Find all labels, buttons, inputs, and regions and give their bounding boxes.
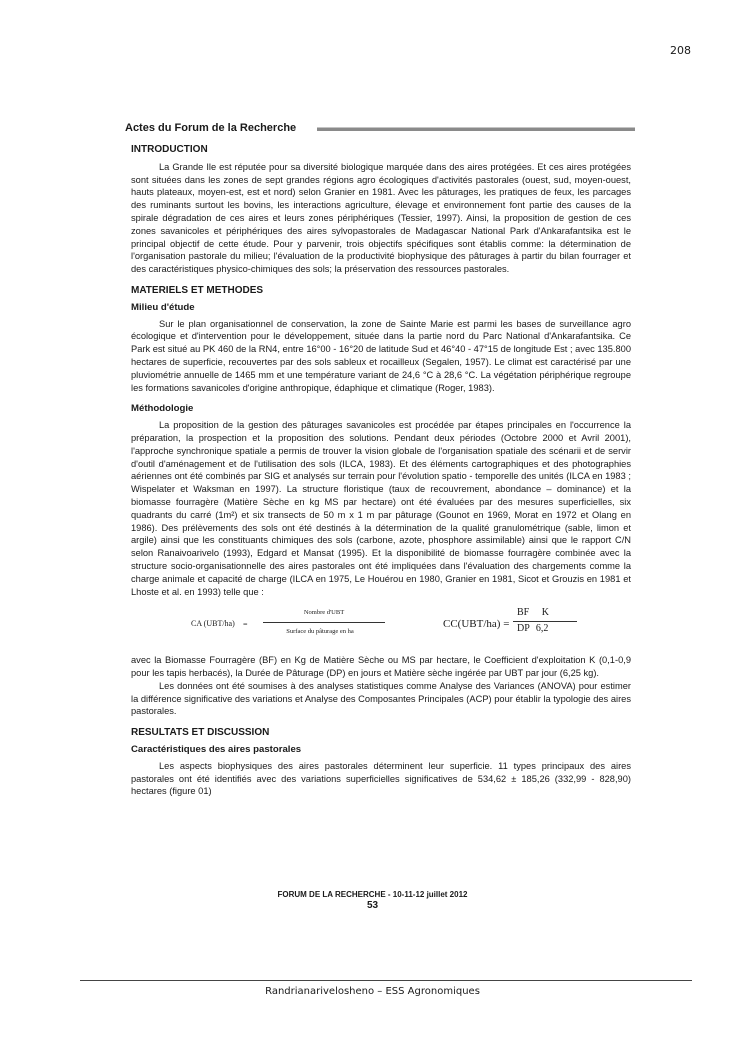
- formula2-fraction: [513, 607, 577, 636]
- heading-results: RESULTATS ET DISCUSSION: [131, 727, 270, 739]
- heading-introduction: INTRODUCTION: [131, 144, 208, 155]
- formula1-fraction: [255, 607, 385, 639]
- paragraph-introduction: La Grande Ile est réputée pour sa diversité biologique marquée dans des aires protégées. Et ces aires protégées sont situées dans les zones de sept grandes régions agro écologiques d'activités pastorales (ouest, sud, moyen-ouest, hauts plateaux, moyen-est, est et nord) selon Granier en 1981. Avec les pâturages, les pratiques de feux, les parcages des ruminants surtout les bovins, les interactions agriculture, élevage et environnement font partie des causes de la spirale dégradation de ces aires et leurs zones périphériques (Tessier, 1997). Ainsi, la proposition de gestion de ces zones savanicoles et périphériques des aires sylvopastorales de Madagascar National Park d'Ankarafantsika est le principal objectif de cette étude. Pour y parvenir, trois objectifs spécifiques sont établis comme: la détermination de l'organisation pastorale du milieu; l'évaluation de la productivité biophysique des pâturages à partir du bilan fourrager et des caractéristiques physico-chimiques des sols; la préservation des ressources pastorales.: [131, 161, 631, 275]
- bottom-rule: [80, 980, 692, 981]
- footer-page-number: 53: [366, 900, 379, 911]
- subheading-study-area: Milieu d'étude: [131, 301, 195, 313]
- formula1-equals: =: [243, 620, 248, 630]
- paragraph-study-area: Sur le plan organisationnel de conservation, la zone de Sainte Marie est parmi les bases de surveillance agro écologique et d'intervention pour le développement, située dans la partie nord du Parc National d'Ankarafantsika. Ce Park est situé au PK 460 de la RN4, entre 16°00 - 16°20 de latitude Sud et 46°40 - 47°15 de longitude Est ; avec 135.800 hectares de superficie, recouvertes par des sols sableux et rocailleux (Segalen, 1957). Le climat est caractérisé par une pluviométrie annuelle de 1465 mm et une température variant de 24,6 °C à 28,6 °C. La végétation périphérique regroupe les formations savanicoles d'origine anthropique, édaphique et climatique (Roger, 1983).: [131, 318, 631, 393]
- header-rule: [317, 127, 635, 131]
- formula2-numerator: BF K: [513, 607, 577, 622]
- subheading-pastoral-areas: Caractéristiques des aires pastorales: [131, 744, 302, 756]
- formula2-denominator: DP 6,2: [517, 623, 549, 635]
- running-header: [125, 122, 635, 136]
- paragraph-statistics: Les données ont été soumises à des analyses statistiques comme Analyse des Variances (ANOVA) pour estimer la différence significative des variations et Analyse des Composantes Principales (ACP) pour établir la typologie des aires pastorales.: [131, 680, 631, 717]
- page-number: 208: [670, 44, 691, 57]
- formula2-lhs: CC(UBT/ha) =: [443, 618, 510, 631]
- formula1-denominator: Surface du pâturage en ha: [286, 628, 354, 636]
- bottom-author: Randrianarivelosheno – ESS Agronomiques: [265, 986, 480, 997]
- heading-methods: MATERIELS ET METHODES: [131, 284, 264, 296]
- paragraph-methodology: La proposition de la gestion des pâturages savanicoles est procédée par étapes principales en l'occurrence la préparation, la prospection et la proposition des solutions. Pendant deux périodes (Octobre 2000 et Avril 2001), l'approche synchronique spatiale a permis de trouver la vision globale de l'organisation spatiale des scénarii et de servir d'outil d'aménagement et de l'utilisation des sols (ILCA, 1983). Et des éléments cartographiques et des photographies aériennes ont été combinés par SIG et analysés sur terrain pour l'évolution spatio - temporelle des unités (ILCA en 1983 ; Wispelater et Waksman en 1997). La structure floristique (taux de recouvrement, abondance – dominance) et la biomasse fourragère (Matière Sèche en kg MS par hectare) ont été évaluées par des mesures superficielles, six quadrants du carré (1m²) et six transects de 50 m x 1 m par pâturage (Gounot en 1969, Morat en 1972 et Olang en 1986). Des prélèvements des sols ont été destinés à la détermination de la qualité granulométrique (sable, limon et argile) ainsi que les constituants chimiques des sols (carbone, azote, phosphore assimilable) ainsi que le rapport C/N selon Ranaivoarivelo (1993), Edgard et Mansat (1995). Et la disponibilité de biomasse fourragère combinée avec la structure socio-organisationnelle des aires pastorales ont été impliquées dans l'évaluation des chargements comme la charge animale et capacité de charge (ILCA en 1975, Le Houérou en 1980, Granier en 1981, Sicot et Grouzis en 1981 et Lhoste et al. en 1993) telle que :: [131, 420, 631, 597]
- formula1-lhs: CA (UBT/ha): [191, 619, 235, 629]
- formula1-numerator: Nombre d'UBT: [263, 607, 385, 623]
- paragraph-formula-legend: avec la Biomasse Fourragère (BF) en Kg de Matière Sèche ou MS par hectare, le Coefficient d'exploitation K (0,1-0,9 pour les tapis herbacés), la Durée de Pâturage (DP) en jours et Matière sèche ingérée par UBT par jour (6,25 kg).: [131, 655, 631, 679]
- paragraph-results: Les aspects biophysiques des aires pastorales déterminent leur superficie. 11 types principaux des aires pastorales ont été identifiés avec des variations superficielles significatives de 534,62 ± 185,26 (332,99 - 828,90) hectares (figure 01): [131, 760, 631, 797]
- formula-row: [131, 601, 631, 651]
- footer-forum: FORUM DE LA RECHERCHE - 10-11-12 juillet 2012: [277, 890, 468, 899]
- subheading-methodology: Méthodologie: [131, 403, 194, 415]
- article-body: [131, 144, 631, 798]
- header-title: Actes du Forum de la Recherche: [125, 122, 297, 134]
